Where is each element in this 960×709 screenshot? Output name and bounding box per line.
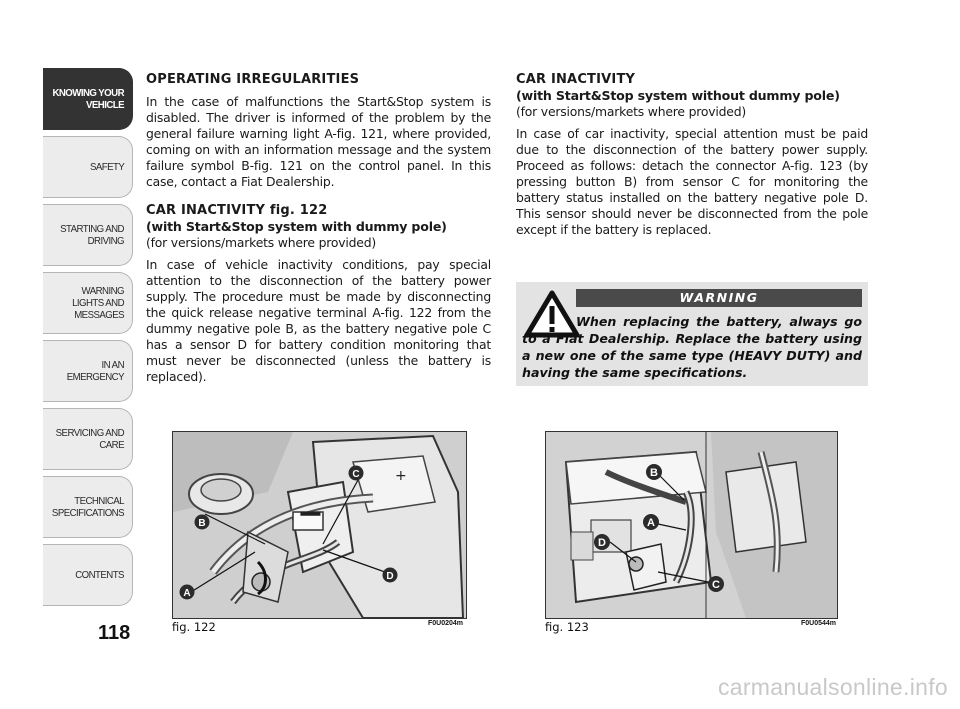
- battery-dummy-pole-illustration: [173, 432, 466, 618]
- subheading: (with Start&Stop system without dummy pole): [516, 88, 840, 103]
- callout-c-label: C: [712, 579, 720, 591]
- watermark-text: carmanualsonline.info: [717, 674, 948, 700]
- callout-a-label: A: [183, 588, 191, 599]
- tab-safety[interactable]: [43, 136, 133, 198]
- callout-c: [708, 576, 724, 592]
- warning-text: When replacing the battery, always go to a Fiat Dealership. Replace the battery using a new one of the same type (HEAVY DUTY) and having the same specifications.: [522, 314, 862, 380]
- plus-mark: +: [395, 468, 407, 484]
- tab-label: SAFETY: [89, 161, 124, 173]
- subheading: (with Start&Stop system with dummy pole): [146, 219, 447, 234]
- tab-label: IN AN EMERGENCY: [66, 359, 124, 383]
- callout-d-label: D: [598, 537, 606, 549]
- heading-car-inactivity: CAR INACTIVITY: [516, 72, 636, 87]
- heading-operating-irregularities: OPERATING IRREGULARITIES: [146, 72, 360, 87]
- section-tabs: [43, 68, 133, 612]
- tab-label: SERVICING AND CARE: [55, 427, 124, 451]
- callout-c-label: C: [352, 469, 360, 480]
- figure-122-code: F0U0204m: [428, 620, 464, 627]
- paragraph: In the case of malfunctions the Start&Stop system is disabled. The driver is informed of the problem by the general failure warning light A-fig. 121, where provided, coming on with an information message and the system failure symbol B-fig. 121 on the control panel. In this case, contact a Fiat Dealership.: [146, 94, 491, 189]
- figure-123-image: [545, 431, 838, 619]
- paragraph: In case of car inactivity, special attention must be paid due to the disconnection of the battery power supply. Proceed as follows: detach the connector A-fig. 123 (by pressing button B) from sensor C for monitoring the battery status installed on the battery negative pole D. This sensor should never be disconnected from the pole except if the battery is replaced.: [516, 126, 868, 237]
- tab-servicing-and-care[interactable]: [43, 408, 133, 470]
- battery-sensor-illustration: [546, 432, 837, 618]
- note: (for versions/markets where provided): [146, 235, 377, 250]
- callout-a-label: A: [647, 517, 655, 529]
- tab-label: KNOWING YOUR VEHICLE: [52, 87, 124, 111]
- warning-box: [516, 282, 868, 386]
- tab-starting-and-driving[interactable]: [43, 204, 133, 266]
- callout-b: [195, 515, 210, 530]
- figure-122-caption: fig. 122: [172, 620, 216, 634]
- tab-in-an-emergency[interactable]: [43, 340, 133, 402]
- figure-122-image: [172, 431, 467, 619]
- callout-b: [646, 464, 662, 480]
- callout-b-label: B: [198, 518, 206, 529]
- tab-contents[interactable]: [43, 544, 133, 606]
- callout-d: [594, 534, 610, 550]
- callout-c: [349, 466, 364, 481]
- tab-label: TECHNICAL SPECIFICATIONS: [51, 495, 124, 519]
- tab-label: CONTENTS: [75, 569, 124, 581]
- warning-title: WARNING: [576, 289, 862, 307]
- figure-123-caption: fig. 123: [545, 620, 589, 634]
- page-number: 118: [98, 622, 131, 644]
- heading-car-inactivity-122: CAR INACTIVITY fig. 122: [146, 203, 328, 218]
- tab-knowing-your-vehicle[interactable]: [43, 68, 133, 130]
- paragraph: In case of vehicle inactivity conditions, pay special attention to the disconnection of the battery power supply. The procedure must be made by disconnecting the quick release negative terminal A-fig. 122 from the dummy negative pole B, as the battery negative pole C has a sensor D for battery condition monitoring that must never be disconnected (unless the battery is replaced).: [146, 257, 491, 384]
- tab-warning-lights[interactable]: [43, 272, 133, 334]
- minus-mark: −: [297, 494, 324, 532]
- callout-b-label: B: [650, 467, 658, 479]
- callout-a: [643, 514, 659, 530]
- tab-label: STARTING AND DRIVING: [60, 223, 124, 247]
- figure-123-code: F0U0544m: [801, 620, 837, 627]
- callout-d-label: D: [386, 571, 394, 582]
- note: (for versions/markets where provided): [516, 104, 747, 119]
- callout-a: [180, 585, 195, 600]
- callout-d: [383, 568, 398, 583]
- left-column: [146, 72, 491, 394]
- tab-technical-specifications[interactable]: [43, 476, 133, 538]
- tab-label: WARNING LIGHTS AND MESSAGES: [72, 285, 124, 321]
- right-column: [516, 72, 868, 247]
